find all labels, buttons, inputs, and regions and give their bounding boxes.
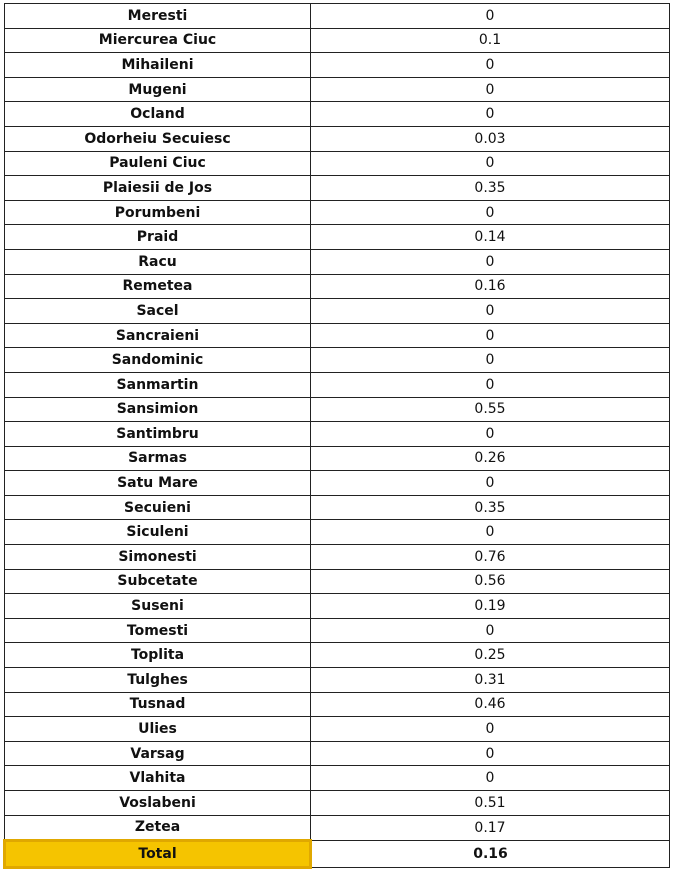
table-row xyxy=(5,53,670,78)
table-row xyxy=(5,495,670,520)
locality-value: 0.26 xyxy=(311,446,670,471)
locality-value: 0 xyxy=(311,249,670,274)
locality-value: 0.03 xyxy=(311,126,670,151)
locality-name: Sandominic xyxy=(5,348,311,373)
table-row xyxy=(5,422,670,447)
locality-value: 0 xyxy=(311,4,670,29)
total-value: 0.16 xyxy=(311,841,670,868)
locality-name: Sarmas xyxy=(5,446,311,471)
total-label: Total xyxy=(5,841,311,868)
table-row xyxy=(5,176,670,201)
table-row xyxy=(5,692,670,717)
locality-value: 0.35 xyxy=(311,176,670,201)
locality-name: Tusnad xyxy=(5,692,311,717)
locality-value: 0 xyxy=(311,102,670,127)
table-row xyxy=(5,225,670,250)
locality-value: 0.46 xyxy=(311,692,670,717)
locality-name: Sansimion xyxy=(5,397,311,422)
table-row xyxy=(5,102,670,127)
table-row xyxy=(5,717,670,742)
table-row xyxy=(5,643,670,668)
locality-value: 0 xyxy=(311,53,670,78)
locality-name: Meresti xyxy=(5,4,311,29)
locality-value: 0.1 xyxy=(311,28,670,53)
table-row xyxy=(5,77,670,102)
locality-name: Secuieni xyxy=(5,495,311,520)
table-row xyxy=(5,151,670,176)
table-row xyxy=(5,471,670,496)
locality-value: 0 xyxy=(311,520,670,545)
table-row xyxy=(5,520,670,545)
locality-value: 0 xyxy=(311,471,670,496)
table-row xyxy=(5,4,670,29)
locality-value: 0 xyxy=(311,372,670,397)
locality-name: Zetea xyxy=(5,815,311,841)
locality-name: Tomesti xyxy=(5,618,311,643)
locality-name: Sacel xyxy=(5,299,311,324)
locality-name: Siculeni xyxy=(5,520,311,545)
locality-name: Varsag xyxy=(5,741,311,766)
locality-value: 0 xyxy=(311,766,670,791)
table-row xyxy=(5,126,670,151)
table-row xyxy=(5,274,670,299)
locality-name: Vlahita xyxy=(5,766,311,791)
locality-value: 0.31 xyxy=(311,668,670,693)
locality-name: Mihaileni xyxy=(5,53,311,78)
locality-name: Mugeni xyxy=(5,77,311,102)
table-row xyxy=(5,815,670,841)
table-row xyxy=(5,545,670,570)
locality-name: Racu xyxy=(5,249,311,274)
locality-value: 0 xyxy=(311,422,670,447)
locality-name: Tulghes xyxy=(5,668,311,693)
table-row xyxy=(5,791,670,816)
locality-name: Simonesti xyxy=(5,545,311,570)
table-body xyxy=(5,4,670,868)
locality-value: 0 xyxy=(311,741,670,766)
locality-name: Plaiesii de Jos xyxy=(5,176,311,201)
table-row xyxy=(5,766,670,791)
table-row xyxy=(5,200,670,225)
locality-value: 0 xyxy=(311,299,670,324)
locality-value: 0.19 xyxy=(311,594,670,619)
locality-name: Suseni xyxy=(5,594,311,619)
locality-name: Remetea xyxy=(5,274,311,299)
table-row xyxy=(5,397,670,422)
table-row xyxy=(5,741,670,766)
locality-value: 0.16 xyxy=(311,274,670,299)
data-table xyxy=(3,3,670,869)
locality-name: Ulies xyxy=(5,717,311,742)
locality-name: Subcetate xyxy=(5,569,311,594)
locality-value: 0 xyxy=(311,717,670,742)
locality-name: Ocland xyxy=(5,102,311,127)
table-row xyxy=(5,569,670,594)
locality-name: Voslabeni xyxy=(5,791,311,816)
table-row xyxy=(5,372,670,397)
locality-value: 0.35 xyxy=(311,495,670,520)
locality-value: 0 xyxy=(311,200,670,225)
locality-value: 0.76 xyxy=(311,545,670,570)
table-row xyxy=(5,594,670,619)
total-row xyxy=(5,841,670,868)
locality-name: Sanmartin xyxy=(5,372,311,397)
locality-value: 0 xyxy=(311,77,670,102)
table-row xyxy=(5,323,670,348)
locality-name: Toplita xyxy=(5,643,311,668)
data-sheet xyxy=(3,3,668,869)
locality-value: 0.55 xyxy=(311,397,670,422)
locality-value: 0.14 xyxy=(311,225,670,250)
table-row xyxy=(5,28,670,53)
table-row xyxy=(5,446,670,471)
locality-value: 0.56 xyxy=(311,569,670,594)
locality-value: 0 xyxy=(311,618,670,643)
locality-name: Santimbru xyxy=(5,422,311,447)
table-row xyxy=(5,618,670,643)
locality-value: 0.17 xyxy=(311,815,670,841)
locality-name: Sancraieni xyxy=(5,323,311,348)
table-row xyxy=(5,668,670,693)
locality-name: Satu Mare xyxy=(5,471,311,496)
table-row xyxy=(5,299,670,324)
locality-name: Porumbeni xyxy=(5,200,311,225)
table-row xyxy=(5,249,670,274)
locality-value: 0 xyxy=(311,348,670,373)
locality-value: 0 xyxy=(311,151,670,176)
locality-value: 0.25 xyxy=(311,643,670,668)
locality-name: Odorheiu Secuiesc xyxy=(5,126,311,151)
locality-value: 0.51 xyxy=(311,791,670,816)
table-row xyxy=(5,348,670,373)
locality-name: Pauleni Ciuc xyxy=(5,151,311,176)
locality-name: Miercurea Ciuc xyxy=(5,28,311,53)
locality-name: Praid xyxy=(5,225,311,250)
locality-value: 0 xyxy=(311,323,670,348)
